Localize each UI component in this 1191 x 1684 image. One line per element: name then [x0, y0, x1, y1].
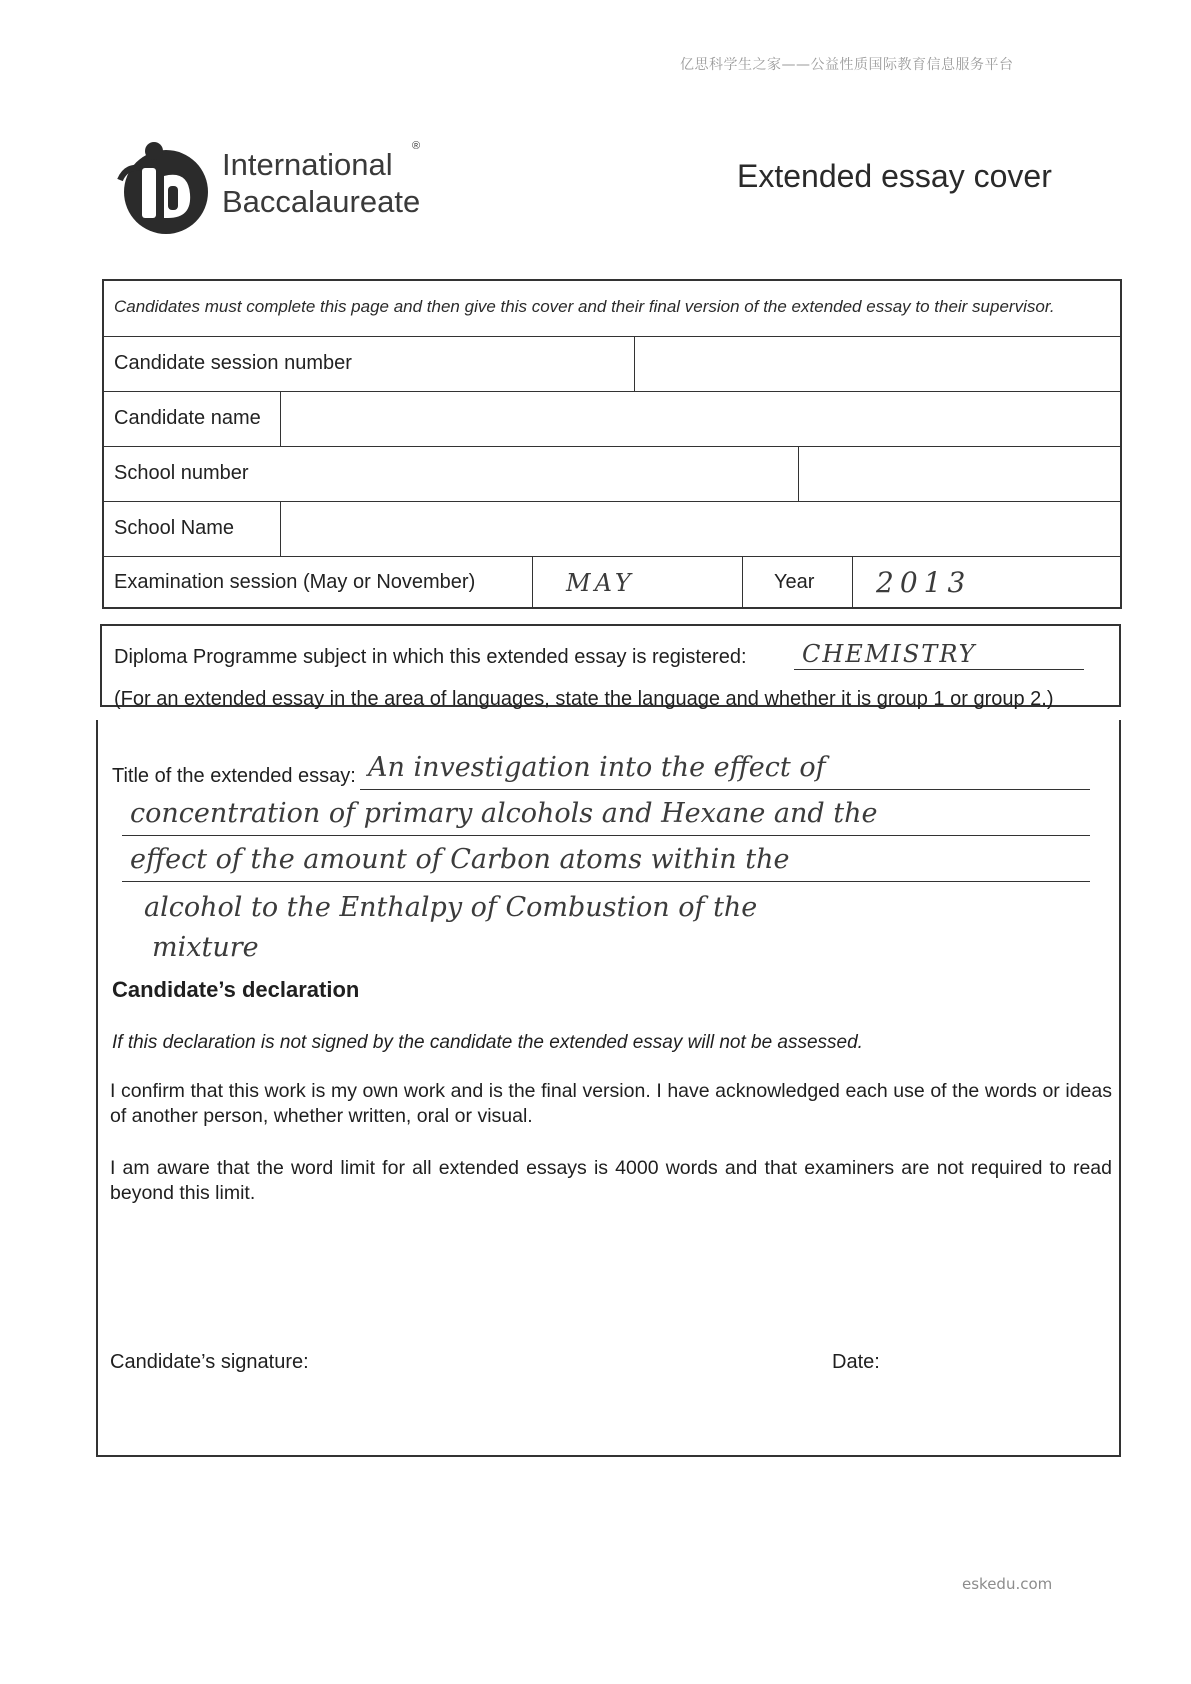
- year-value[interactable]: 2013: [876, 566, 972, 599]
- divider: [532, 557, 533, 609]
- candidate-details-box: [102, 279, 1122, 609]
- candidate-name-field[interactable]: [282, 392, 1120, 446]
- school-name-label: School Name: [114, 517, 235, 539]
- essay-title-line-1[interactable]: An investigation into the effect of: [368, 752, 826, 783]
- declaration-warning: If this declaration is not signed by the candidate the extended essay will not be assessed.: [112, 1032, 863, 1053]
- candidate-session-number-label: Candidate session number: [114, 352, 352, 374]
- row-candidate-name: [104, 391, 1120, 446]
- watermark-bottom: eskedu.com: [962, 1575, 1053, 1593]
- title-underline-1: [360, 789, 1090, 790]
- divider: [852, 557, 853, 609]
- registered-mark: ®: [412, 140, 421, 152]
- date-field[interactable]: [896, 1340, 1096, 1380]
- school-number-field[interactable]: [800, 447, 1120, 501]
- title-underline-3: [122, 881, 1090, 882]
- declaration-box: [96, 720, 1121, 1457]
- watermark-top: 亿思科学生之家——公益性质国际教育信息服务平台: [680, 57, 1014, 73]
- year-label: Year: [774, 571, 815, 593]
- declaration-paragraph-1: I confirm that this work is my own work and is the final version. I have acknowledged each use of the words or ideas of another person, whether written, oral or visual.: [110, 1080, 1112, 1127]
- exam-session-value[interactable]: MAY: [566, 569, 635, 597]
- row-candidate-session: [104, 336, 1120, 391]
- essay-title-line-2[interactable]: concentration of primary alcohols and Hexane and the: [130, 798, 878, 829]
- subject-box: [100, 624, 1121, 710]
- school-name-field[interactable]: [282, 502, 1120, 556]
- divider: [280, 392, 281, 446]
- row-school-name: [104, 501, 1120, 556]
- date-label: Date:: [832, 1351, 880, 1373]
- ib-logo: [114, 140, 214, 236]
- instruction-text: Candidates must complete this page and then give this cover and their final version of the extended essay to their supervisor.: [114, 297, 1055, 316]
- essay-title-label: Title of the extended essay:: [112, 765, 356, 787]
- document-title: Extended essay cover: [737, 158, 1052, 194]
- school-number-label: School number: [114, 462, 249, 484]
- signature-field[interactable]: [318, 1340, 758, 1380]
- org-line1: International: [222, 147, 393, 182]
- row-exam-session: [104, 556, 1120, 609]
- divider: [798, 447, 799, 501]
- exam-session-label: Examination session (May or November): [114, 571, 476, 593]
- signature-label: Candidate’s signature:: [110, 1351, 309, 1373]
- org-line2: Baccalaureate: [222, 184, 421, 219]
- org-name: [222, 146, 420, 220]
- divider: [280, 502, 281, 556]
- row-school-number: [104, 446, 1120, 501]
- essay-title-line-3[interactable]: effect of the amount of Carbon atoms within the: [130, 844, 790, 875]
- candidate-name-label: Candidate name: [114, 407, 261, 429]
- subject-underline: [794, 669, 1084, 670]
- language-note: (For an extended essay in the area of languages, state the language and whether it is group 1 or group 2.): [114, 688, 1054, 710]
- candidate-session-number-field[interactable]: [636, 337, 1120, 391]
- divider: [742, 557, 743, 609]
- declaration-heading: Candidate’s declaration: [112, 977, 360, 1002]
- essay-title-line-4[interactable]: alcohol to the Enthalpy of Combustion of the: [144, 892, 758, 923]
- subject-value[interactable]: CHEMISTRY: [802, 640, 977, 668]
- divider: [634, 337, 635, 391]
- essay-title-line-5[interactable]: mixture: [152, 932, 259, 963]
- declaration-paragraph-2: I am aware that the word limit for all extended essays is 4000 words and that examiners are not required to read beyond this limit.: [110, 1157, 1112, 1204]
- title-underline-2: [122, 835, 1090, 836]
- subject-label: Diploma Programme subject in which this extended essay is registered:: [114, 646, 747, 668]
